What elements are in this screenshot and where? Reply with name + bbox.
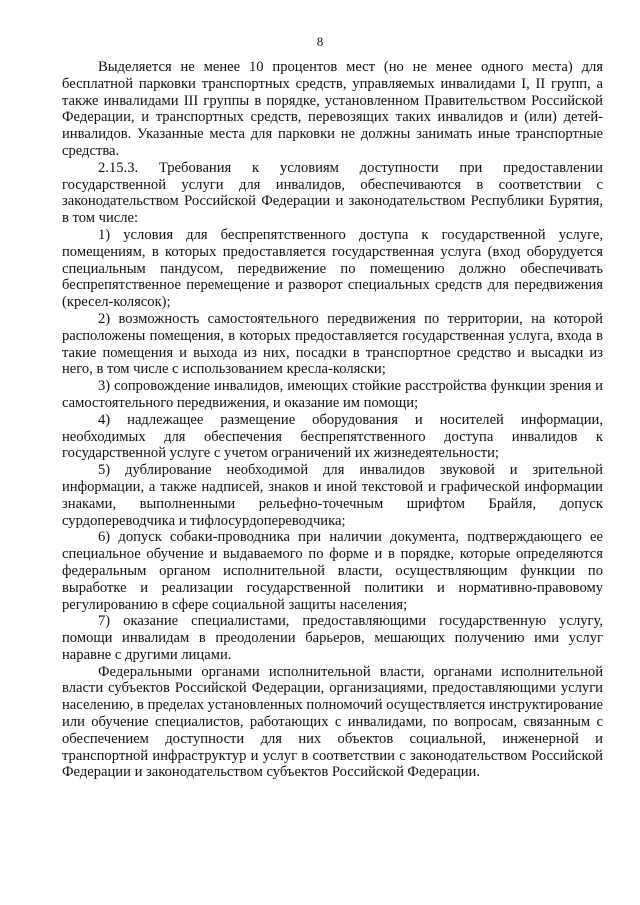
page-number: 8 (316, 34, 324, 49)
paragraph-parking: Выделяется не менее 10 процентов мест (но не менее одного места) для бесплатной парковки транспортных средств, управляемых инвалидами I, II групп, а также инвалидами III группы в порядке, установленном Правительством Российской Федерации, и транспортных средств, перевозящих таких инвалидов и (или) детей-инвалидов. Указанные места для парковки не должны занимать иные транспортные средства. (62, 59, 603, 159)
paragraph-federal-bodies: Федеральными органами исполнительной власти, органами исполнительной власти субъектов Российской Федерации, организациями, предоставляющими услуги населению, в пределах установленных полномочий осуществляется инструктирование или обучение специалистов, работающих с инвалидами, по вопросам, связанным с обеспечением доступности для них объектов социальной, инженерной и транспортной инфраструктур и услуг в соответствии с законодательством Российской Федерации и законодательством субъектов Российской Федерации. (62, 663, 603, 781)
list-item-1: 1) условия для беспрепятственного доступа к государственной услуге, помещениям, в которых предоставляется государственная услуга (вход оборудуется специальным пандусом, передвижение по помещению должно обеспечивать беспрепятственное перемещение и разворот специальных средств для передвижения (кресел-колясок); (62, 226, 603, 311)
list-item-5: 5) дублирование необходимой для инвалидов звуковой и зрительной информации, а также надписей, знаков и иной текстовой и графической информации знаками, выполненными рельефно-точечным шрифтом Брайля, допуск сурдопереводчика и тифлосурдопереводчика; (62, 462, 603, 529)
document-body (62, 59, 603, 781)
list-item-2: 2) возможность самостоятельного передвижения по территории, на которой расположены помещения, в которых предоставляется государственная услуга, входа в такие помещения и выхода из них, посадки в транспортное средство и высадки из него, в том числе с использованием кресла-коляски; (62, 310, 603, 378)
list-item-6: 6) допуск собаки-проводника при наличии документа, подтверждающего ее специальное обучение и выдаваемого по форме и в порядке, которые определяются федеральным органом исполнительной власти, осуществляющим функции по выработке и реализации государственной политики и нормативно-правовому регулированию в сфере социальной защиты населения; (62, 529, 603, 613)
list-item-7: 7) оказание специалистами, предоставляющими государственную услугу, помощи инвалидам в преодолении барьеров, мешающих получению ими услуг наравне с другими лицами. (62, 613, 603, 663)
paragraph-2-15-3: 2.15.3. Требования к условиям доступности при предоставлении государственной услуги для инвалидов, обеспечиваются в соответствии с законодательством Российской Федерации и законодательством Республики Бурятия, в том числе: (62, 159, 603, 227)
list-item-4: 4) надлежащее размещение оборудования и носителей информации, необходимых для обеспечения беспрепятственного доступа инвалидов к государственной услуге с учетом ограничений их жизнедеятельности; (62, 411, 603, 462)
list-item-3: 3) сопровождение инвалидов, имеющих стойкие расстройства функции зрения и самостоятельного передвижения, и оказание им помощи; (62, 378, 603, 411)
